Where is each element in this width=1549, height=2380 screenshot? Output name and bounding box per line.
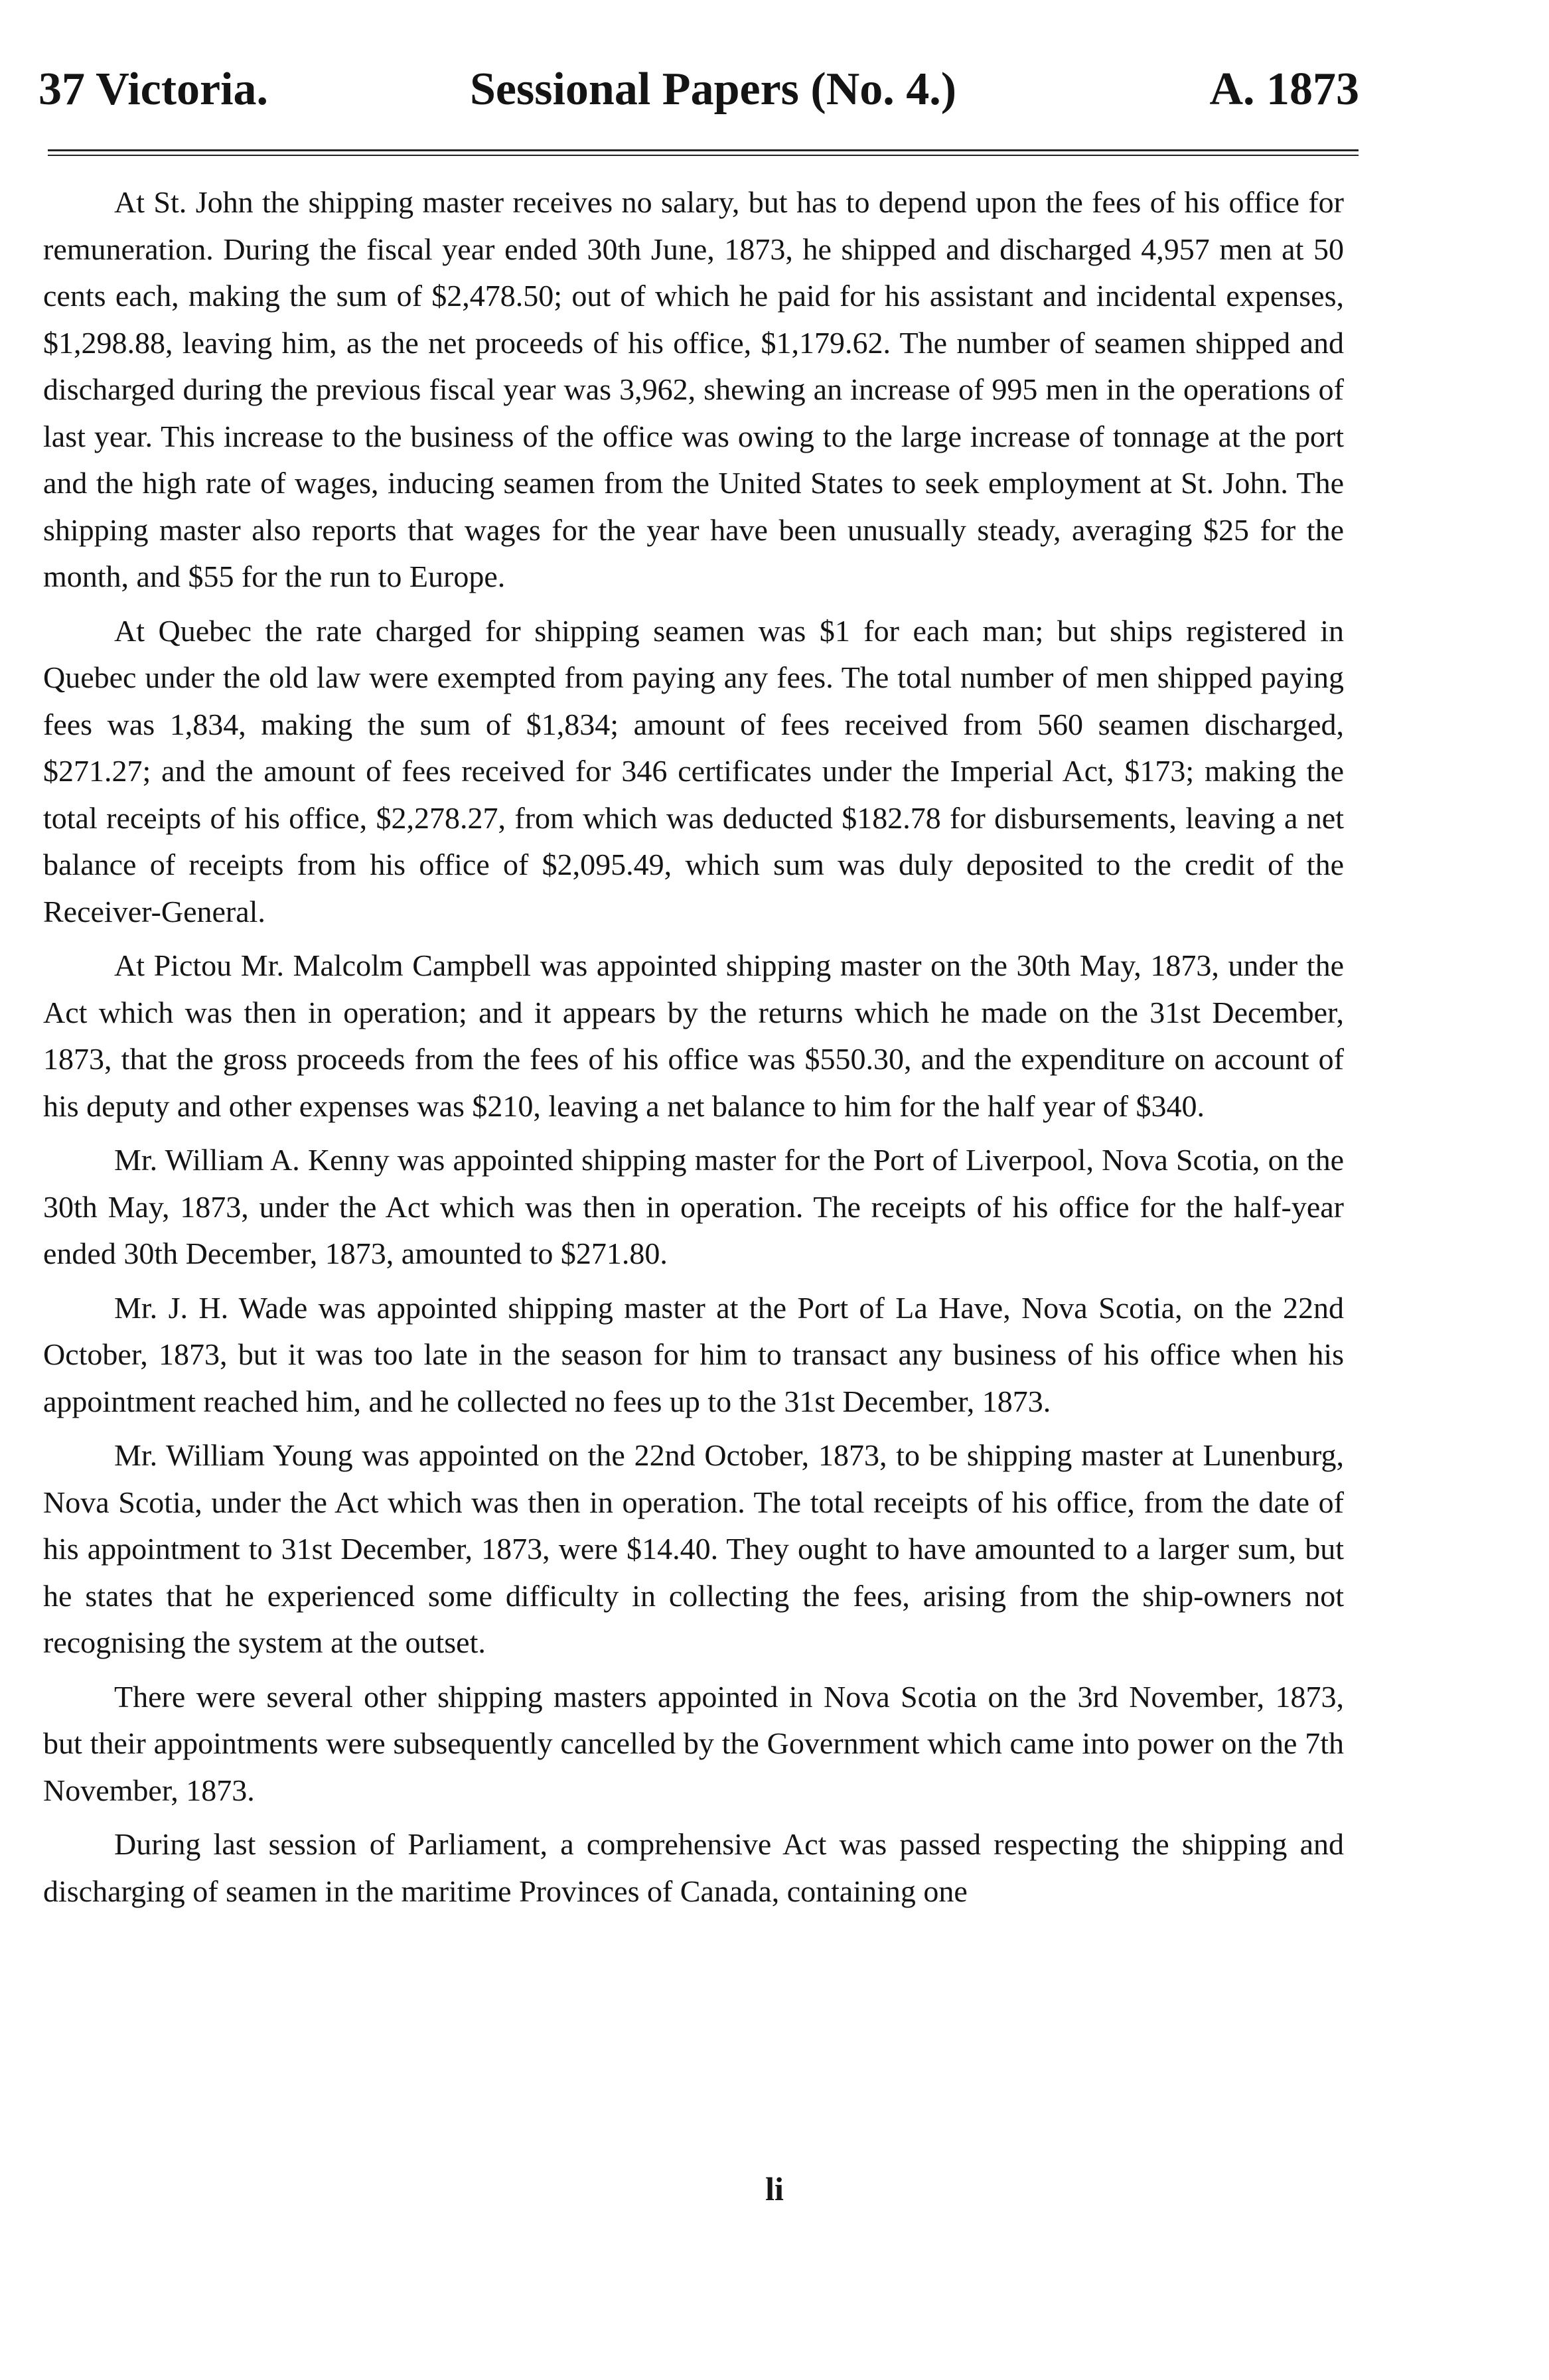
body-text [43,179,1344,1922]
page-number: li [765,2170,784,2207]
header-rule [48,149,1359,151]
running-header [38,40,1359,126]
paragraph-st-john: At St. John the shipping master receives no salary, but has to depend upon the fees of his office for remuneration. During the fiscal year ended 30th June, 1873, he shipped and discharged 4,957 men at 50 cents each, making the sum of $2,478.50; out of which he paid for his assistant and incidental expenses, $1,298.88, leaving him, as the net proceeds of his office, $1,179.62. The number of seamen shipped and discharged during the previous fiscal year was 3,962, shewing an increase of 995 men in the operations of last year. This increase to the business of the office was owing to the large increase of tonnage at the port and the high rate of wages, inducing seamen from the United States to seek employment at St. John. The shipping master also reports that wages for the year have been unusually steady, averaging $25 for the month, and $55 for the run to Europe. [43,185,1344,593]
paragraph-la-have: Mr. J. H. Wade was appointed shipping master at the Port of La Have, Nova Scotia, on the 22nd October, 1873, but it was too late in the season for him to transact any business of his office when his appointment reached him, and he collected no fees up to the 31st December, 1873. [43,1290,1344,1418]
header-year: A. 1873 [1209,64,1359,115]
header-title: Sessional Papers (No. 4.) [470,64,957,115]
paragraph-lunenburg: Mr. William Young was appointed on the 22nd October, 1873, to be shipping master at Lunenburg, Nova Scotia, under the Act which was then in operation. The total receipts of his office, from the date of his appointment to 31st December, 1873, were $14.40. They ought to have amounted to a larger sum, but he states that he experienced some difficulty in collecting the fees, arising from the ship-owners not recognising the system at the outset. [43,1438,1344,1659]
header-rule-secondary [48,155,1359,156]
header-volume: 37 Victoria. [38,64,269,115]
paragraph-liverpool: Mr. William A. Kenny was appointed shipping master for the Port of Liverpool, Nova Scotia, on the 30th May, 1873, under the Act which was then in operation. The receipts of his office for the half-year ended 30th December, 1873, amounted to $271.80. [43,1143,1344,1270]
paragraph-other-masters: There were several other shipping masters appointed in Nova Scotia on the 3rd November, 1873, but their appointments were subsequently cancelled by the Government which came into power on the 7th November, 1873. [43,1679,1344,1807]
paragraph-quebec: At Quebec the rate charged for shipping seamen was $1 for each man; but ships registered in Quebec under the old law were exempted from paying any fees. The total number of men shipped paying fees was 1,834, making the sum of $1,834; amount of fees received from 560 seamen discharged, $271.27; and the amount of fees received for 346 certificates under the Imperial Act, $173; making the total receipts of his office, $2,278.27, from which was deducted $182.78 for disbursements, leaving a net balance of receipts from his office of $2,095.49, which sum was duly deposited to the credit of the Receiver-General. [43,613,1344,929]
paragraph-last-session: During last session of Parliament, a comprehensive Act was passed respecting the shipping and discharging of seamen in the maritime Provinces of Canada, containing one [43,1827,1344,1908]
paragraph-pictou: At Pictou Mr. Malcolm Campbell was appointed shipping master on the 30th May, 1873, under the Act which was then in operation; and it appears by the returns which he made on the 31st December, 1873, that the gross proceeds from the fees of his office was $550.30, and the expenditure on account of his deputy and other expenses was $210, leaving a net balance to him for the half year of $340. [43,948,1344,1123]
